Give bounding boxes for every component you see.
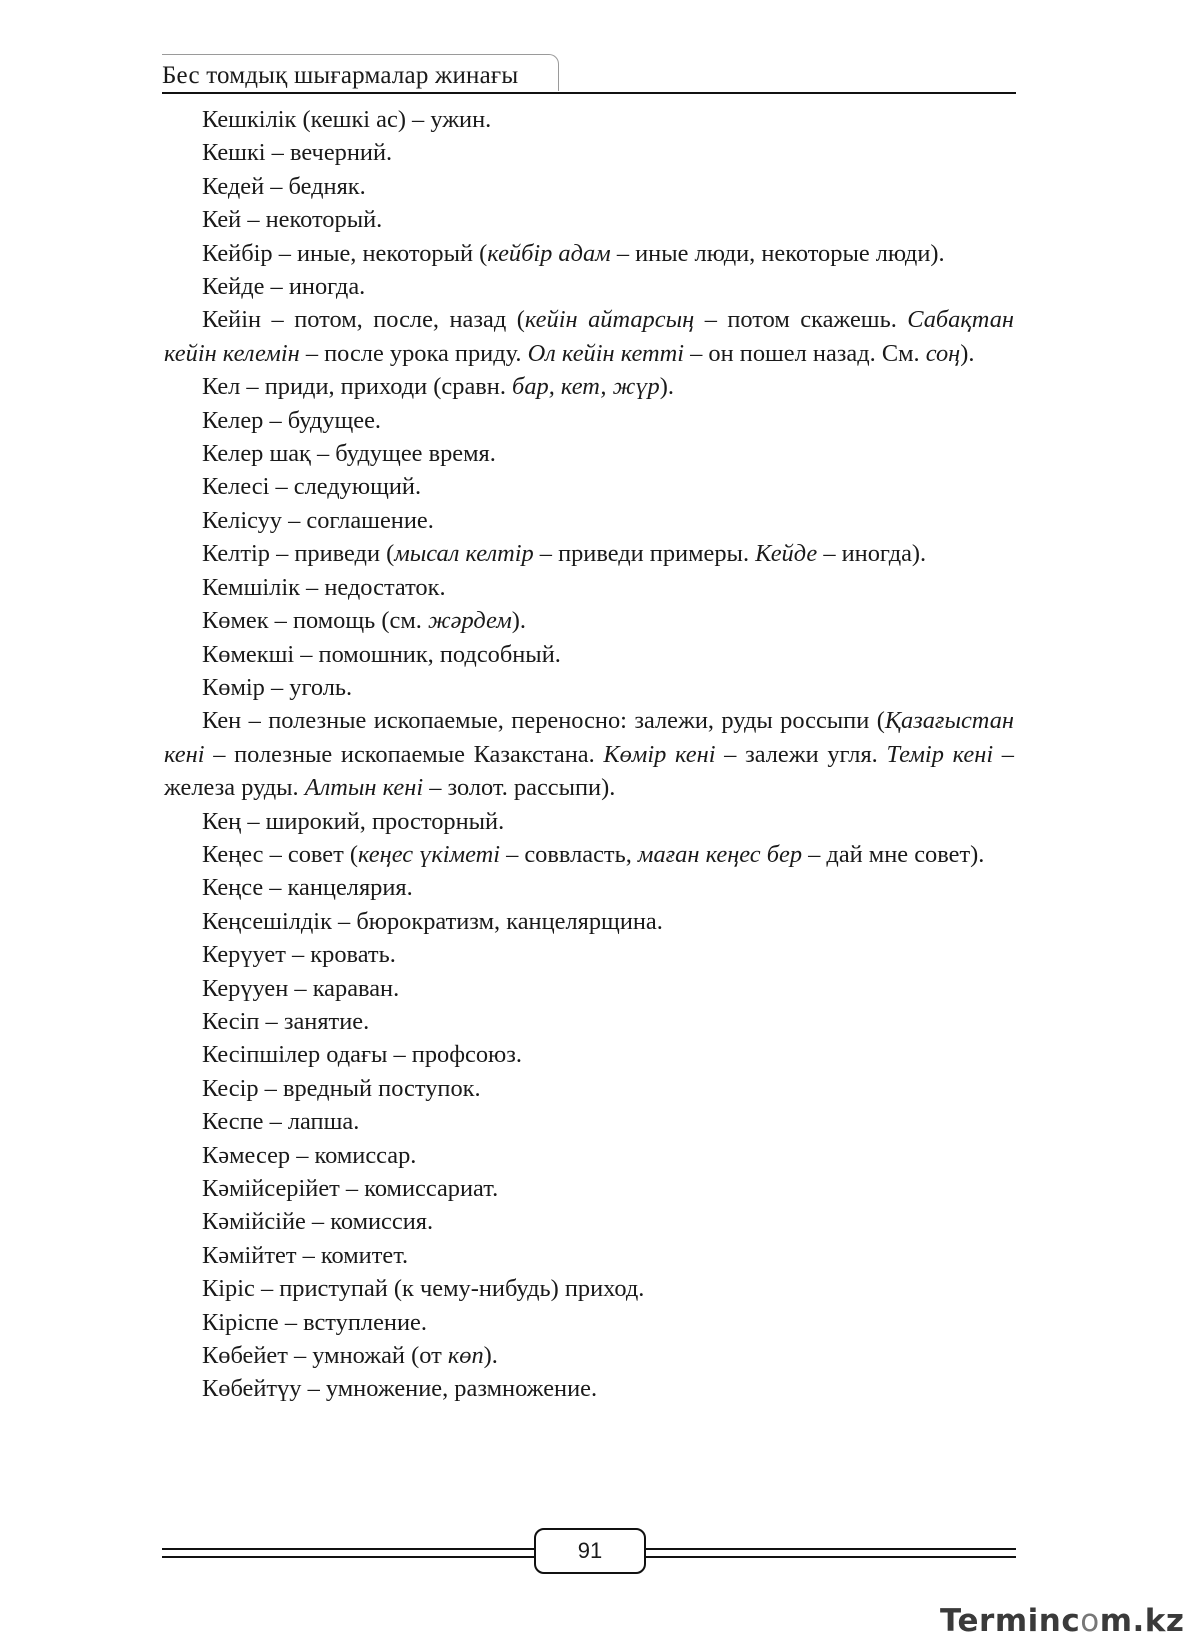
dictionary-entry <box>164 671 1014 704</box>
dictionary-entry <box>164 805 1014 838</box>
entry-example: кеңес үкіметі <box>357 840 500 868</box>
entry-text: Кең – широкий, просторный. <box>202 807 505 835</box>
entry-text: Кесіпшілер одағы – профсоюз. <box>202 1041 523 1069</box>
entry-example: Сабақтан кейін келемін <box>164 306 1014 367</box>
dictionary-entry <box>164 303 1014 370</box>
dictionary-entry <box>164 404 1014 437</box>
dictionary-entry <box>164 938 1014 971</box>
entry-text: Кеңсе – канцелярия. <box>202 874 413 902</box>
footer-rule-left <box>162 1548 534 1558</box>
entry-text: Кешкілік (кешкі ас) – ужин. <box>202 106 492 133</box>
entry-example: маған кеңес бер <box>637 840 803 868</box>
entry-text: Көбейтүу – умножение, размножение. <box>202 1375 598 1403</box>
entry-text: Кеңсешілдік – бюрократизм, канцелярщина. <box>202 907 663 935</box>
dictionary-entry <box>164 1172 1014 1205</box>
page-footer <box>162 1528 1016 1578</box>
entry-text: Кәмійсерійет – комиссариат. <box>202 1175 499 1202</box>
entry-example: Қазағыстан кені <box>164 707 1014 768</box>
entry-text: – приведи примеры. <box>533 540 756 568</box>
dictionary-entry <box>164 537 1014 570</box>
dictionary-entry <box>164 1072 1014 1105</box>
entry-text: Кіріс – приступай (к чему-нибудь) приход. <box>202 1275 645 1303</box>
entry-text: Кесір – вредный поступок. <box>202 1074 481 1102</box>
dictionary-entry <box>164 1239 1014 1272</box>
entry-example: жәрдем <box>427 607 512 635</box>
entry-text: Келтір – приведи ( <box>202 540 395 568</box>
entry-text: Кәмесер – комиссар. <box>202 1141 417 1169</box>
dictionary-entry <box>164 972 1014 1005</box>
dictionary-entry <box>164 704 1014 804</box>
dictionary-entry <box>164 905 1014 938</box>
entry-text: Керүует – кровать. <box>202 941 396 969</box>
entry-text: – соввласть, <box>499 840 638 868</box>
dictionary-entry <box>164 470 1014 503</box>
entry-text: Көмір – уголь. <box>202 673 353 701</box>
dictionary-entries <box>164 103 1014 1406</box>
dictionary-entry <box>164 437 1014 470</box>
dictionary-entry <box>164 136 1014 169</box>
dictionary-entry <box>164 270 1014 303</box>
entry-text: – он пошел назад. См. <box>684 339 926 367</box>
header-rule <box>162 92 1016 94</box>
entry-text: Келесі – следующий. <box>202 473 422 501</box>
entry-text: Кен – полезные ископаемые, переносно: залежи, руды россыпи ( <box>202 707 885 735</box>
entry-text: – золот. рассыпи). <box>423 774 616 802</box>
entry-text: Келер шақ – будущее время. <box>202 440 496 468</box>
entry-text: Көмек – помощь (см. <box>202 607 428 635</box>
entry-text: Көбейет – умножай (от <box>202 1342 448 1370</box>
entry-example: Ол кейін кетті <box>527 339 685 367</box>
entry-text: – железа руды. <box>164 740 1014 802</box>
entry-text: Кейде – иногда. <box>202 273 366 301</box>
dictionary-entry <box>164 203 1014 236</box>
entry-text: ). <box>483 1342 498 1370</box>
entry-text: Керүуен – караван. <box>202 974 400 1002</box>
entry-text: Келер – будущее. <box>202 406 382 434</box>
entry-text: ). <box>511 607 527 635</box>
dictionary-entry <box>164 370 1014 403</box>
entry-text: Кәмійсійе – комиссия. <box>202 1208 434 1236</box>
entry-text: – полезные ископаемые Казакстана. <box>204 740 604 768</box>
entry-example: Алтын кені <box>304 774 424 802</box>
dictionary-entry <box>164 1105 1014 1138</box>
entry-text: Келісуу – соглашение. <box>202 506 434 534</box>
dictionary-entry <box>164 838 1014 871</box>
dictionary-entry <box>164 1005 1014 1038</box>
entry-example: Кейде <box>755 540 818 568</box>
entry-text: ). <box>960 339 975 367</box>
dictionary-entry <box>164 871 1014 904</box>
footer-rule-right <box>646 1548 1016 1558</box>
entry-text: Кеспе – лапша. <box>202 1108 360 1136</box>
watermark-logo: Termincom.kz <box>940 1603 1184 1639</box>
entry-text: – иногда). <box>817 540 927 568</box>
dictionary-entry <box>164 638 1014 671</box>
magnifier-icon: o <box>1080 1603 1100 1639</box>
dictionary-entry <box>164 1339 1014 1372</box>
entry-text: Кемшілік – недостаток. <box>202 573 446 601</box>
dictionary-entry <box>164 1306 1014 1339</box>
dictionary-entry <box>164 504 1014 537</box>
dictionary-entry <box>164 1205 1014 1238</box>
entry-example: бар, кет, жүр <box>512 373 660 401</box>
dictionary-entry <box>164 103 1014 136</box>
entry-text: Кіріспе – вступление. <box>202 1308 427 1336</box>
dictionary-entry <box>164 170 1014 203</box>
entry-example: кейбір адам <box>487 239 611 267</box>
dictionary-entry <box>164 604 1014 637</box>
dictionary-entry <box>164 1372 1014 1405</box>
entry-text: Кей – некоторый. <box>202 206 383 234</box>
entry-text: Кел – приди, приходи (сравн. <box>202 373 513 401</box>
dictionary-entry <box>164 571 1014 604</box>
entry-example: мысал келтір <box>394 540 534 568</box>
entry-text: Кесіп – занятие. <box>202 1007 370 1035</box>
entry-text: – потом скажешь. <box>694 306 908 334</box>
entry-text: – залежи угля. <box>715 740 887 768</box>
dictionary-entry <box>164 1038 1014 1071</box>
book-title: Бес томдық шығармалар жинағы <box>162 62 519 89</box>
entry-text: Кейін – потом, после, назад ( <box>202 306 525 334</box>
entry-example: көп <box>447 1342 484 1370</box>
dictionary-entry <box>164 1272 1014 1305</box>
entry-text: Кешкі – вечерний. <box>202 139 393 167</box>
entry-example: Көмір кені <box>603 740 716 768</box>
entry-text: Кеңес – совет ( <box>202 840 358 868</box>
entry-text: – иные люди, некоторые люди). <box>610 239 945 267</box>
entry-text: Кәмійтет – комитет. <box>202 1241 409 1269</box>
dictionary-entry <box>164 1139 1014 1172</box>
entry-text: – после урока приду. <box>299 339 528 367</box>
entry-example: Темір кені <box>886 740 994 768</box>
entry-text: Кедей – бедняк. <box>202 172 366 200</box>
entry-text: ). <box>659 373 674 401</box>
entry-text: – дай мне совет). <box>802 840 985 868</box>
running-header <box>162 54 1016 96</box>
entry-text: Көмекші – помошник, подсобный. <box>202 640 561 668</box>
dictionary-entry <box>164 237 1014 270</box>
entry-example: соң <box>925 339 961 367</box>
entry-example: кейін айтарсың <box>524 306 695 334</box>
page-number: 91 <box>534 1528 646 1574</box>
entry-text: Кейбір – иные, некоторый ( <box>202 239 488 267</box>
